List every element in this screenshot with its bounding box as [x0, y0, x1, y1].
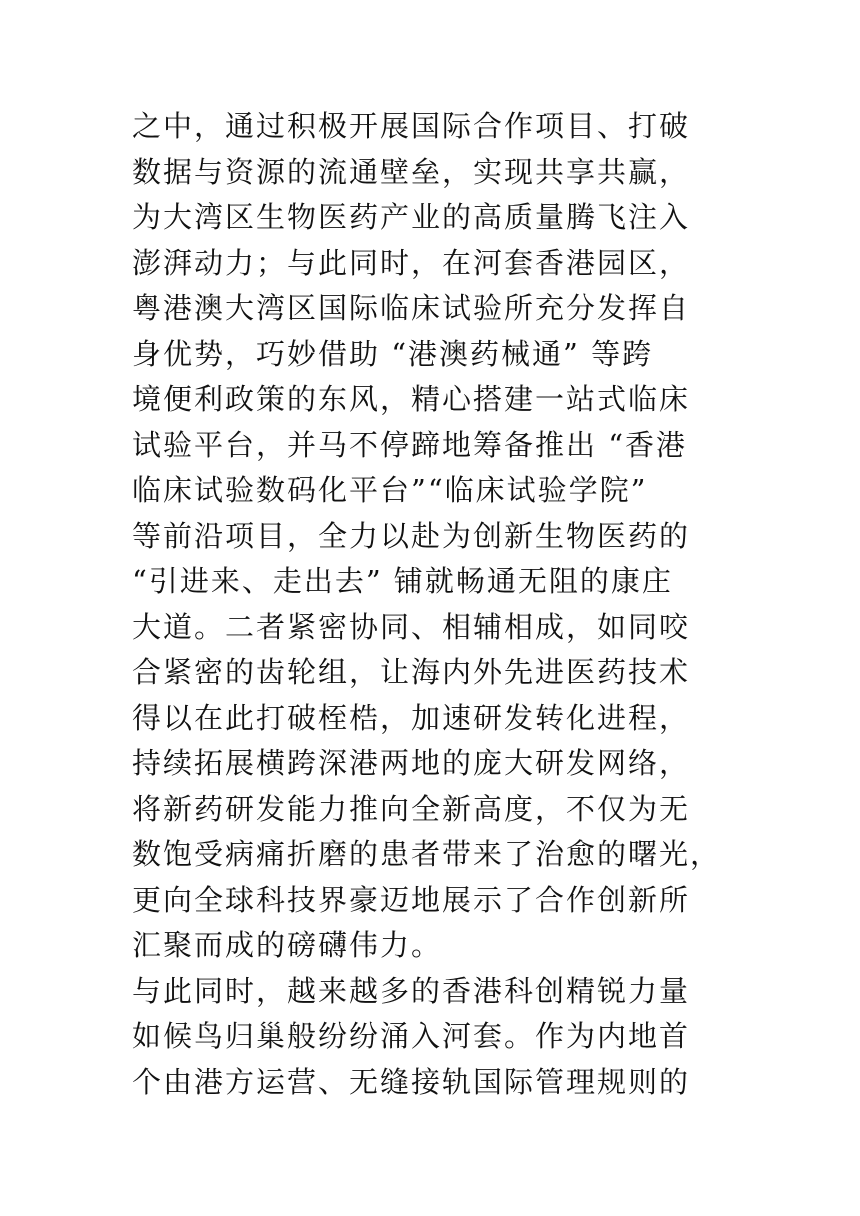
text-line: 汇聚而成的磅礴伟力。 — [132, 928, 443, 962]
text-line: 澎湃动力；与此同时，在河套香港园区， — [132, 245, 691, 280]
text-line: 数饱受病痛折磨的患者带来了治愈的曙光， — [132, 837, 722, 871]
text-line: 个由港方运营、无缝接轨国际管理规则的 — [132, 1064, 691, 1099]
text-line: 为大湾区生物医药产业的高质量腾飞注入 — [132, 200, 691, 234]
text-line: 持续拓展横跨深港两地的庞大研发网络， — [132, 746, 691, 780]
text-line: 合紧密的齿轮组，让海内外先进医药技术 — [132, 655, 691, 689]
text-line: “引进来、走出去” 铺就畅通无阻的康庄 — [132, 564, 673, 598]
text-line: 试验平台，并马不停蹄地筹备推出 “香港 — [132, 427, 688, 462]
text-line: 将新药研发能力推向全新高度，不仅为无 — [132, 791, 691, 826]
text-line: 等前沿项目，全力以赴为创新生物医药的 — [132, 518, 691, 553]
text-line: 临床试验数码化平台”“临床试验学院” — [132, 473, 648, 507]
text-line: 数据与资源的流通壁垒，实现共享共赢， — [132, 154, 691, 189]
text-line: 如候鸟归巢般纷纷涌入河套。作为内地首 — [132, 1019, 691, 1053]
text-line: 得以在此打破桎梏，加速研发转化进程， — [132, 700, 691, 735]
text-line: 身优势，巧妙借助 “港澳药械通” 等跨 — [132, 336, 654, 371]
text-line: 粤港澳大湾区国际临床试验所充分发挥自 — [132, 291, 691, 325]
text-line: 之中，通过积极开展国际合作项目、打破 — [132, 109, 691, 143]
text-line: 更向全球科技界豪迈地展示了合作创新所 — [132, 882, 691, 917]
text-line: 与此同时，越来越多的香港科创精锐力量 — [132, 973, 691, 1008]
body-text — [132, 104, 722, 1105]
text-line: 境便利政策的东风，精心搭建一站式临床 — [132, 382, 691, 416]
text-line: 大道。二者紧密协同、相辅相成，如同咬 — [132, 609, 691, 644]
